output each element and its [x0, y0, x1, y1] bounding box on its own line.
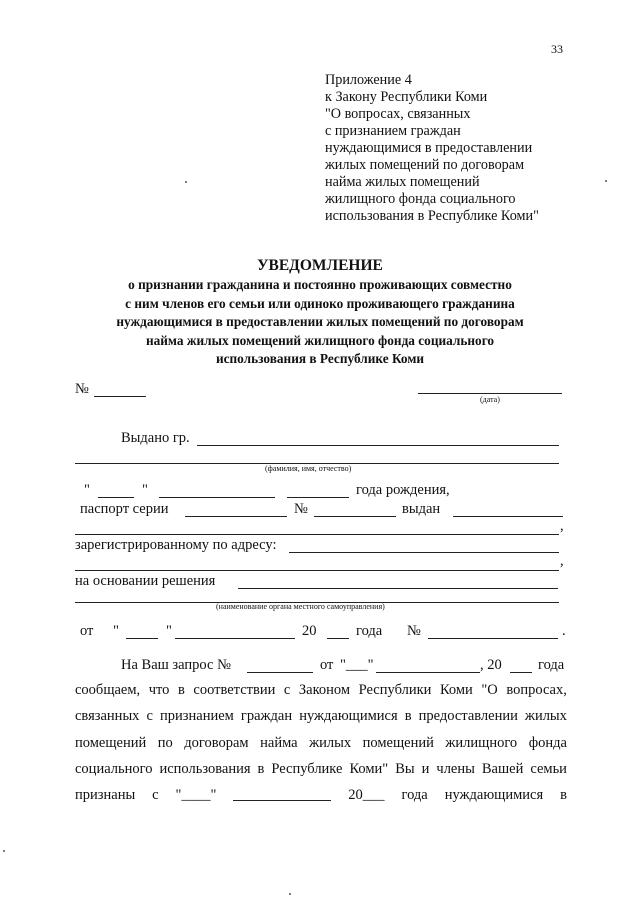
recognized-year-field[interactable]: 20___ — [348, 787, 385, 804]
body-word: семьи — [530, 760, 567, 777]
request-day-field[interactable]: "___" — [340, 657, 374, 673]
appendix-line: с признанием граждан — [325, 123, 461, 139]
body-word: связанных — [75, 708, 140, 725]
request-prefix: На Ваш запрос № — [121, 657, 231, 673]
body-line — [75, 705, 567, 731]
authority-caption: (наименование органа местного самоуправления) — [216, 602, 385, 611]
body-line-last — [75, 784, 567, 810]
period: . — [562, 623, 566, 639]
request-year-label: года — [538, 657, 565, 673]
issued-label: Выдано гр. — [121, 430, 190, 446]
body-word: и — [421, 760, 430, 777]
request-year-field[interactable] — [510, 672, 532, 673]
body-word: найма — [260, 734, 298, 751]
appendix-line: "О вопросах, связанных — [325, 106, 471, 122]
document-subtitle — [60, 276, 580, 369]
body-word: в — [257, 760, 265, 777]
passport-series-field[interactable] — [185, 516, 287, 517]
body-word: в — [404, 708, 412, 725]
passport-issued-label: выдан — [402, 501, 441, 517]
quote-close: " — [142, 482, 148, 498]
subtitle-line: с ним членов его семьи или одиноко проживающего гражданина — [125, 295, 515, 311]
scan-speck — [185, 181, 187, 183]
passport-series-label: паспорт серии — [80, 501, 169, 517]
body-word: договорам — [184, 734, 249, 751]
body-word: Коми" — [349, 760, 389, 777]
body-word: фонда — [528, 734, 567, 751]
fullname-caption: (фамилия, имя, отчество) — [265, 464, 352, 473]
body-word: сообщаем, — [75, 682, 141, 698]
address-field[interactable] — [289, 552, 559, 553]
body-word: жилых — [524, 708, 567, 725]
decision-number-field[interactable] — [428, 638, 558, 639]
body-word: жилых — [309, 734, 352, 751]
appendix-line: жилищного фонда социального — [325, 191, 516, 207]
body-word: нуждающимися — [444, 787, 544, 804]
body-word: граждан — [240, 708, 293, 725]
request-number-field[interactable] — [247, 672, 313, 673]
passport-issued-by-field-continued[interactable] — [75, 534, 559, 535]
body-word: "О — [481, 682, 498, 698]
appendix-line: Приложение 4 — [325, 72, 412, 88]
decision-month-field[interactable] — [175, 638, 295, 639]
document-number-field[interactable] — [94, 396, 146, 397]
appendix-line: нуждающимися в предоставлении — [325, 140, 533, 156]
body-word: нуждающимися — [299, 708, 398, 725]
body-word: Законом — [298, 682, 351, 698]
subtitle-line: использования в Республике Коми — [215, 351, 425, 367]
body-word: помещений — [75, 734, 147, 751]
appendix-line: к Закону Республики Коми — [325, 89, 488, 105]
body-line — [75, 758, 567, 784]
appendix-line: найма жилых помещений — [325, 174, 480, 190]
decision-day-field[interactable] — [126, 638, 158, 639]
body-word: в — [177, 682, 185, 698]
address-label: зарегистрированному по адресу: — [75, 537, 277, 553]
body-word: социального — [75, 760, 153, 777]
comma: , — [560, 553, 564, 569]
quote-open: " — [84, 482, 90, 498]
number-sign: № — [75, 381, 89, 397]
body-word: вопросах, — [506, 682, 567, 698]
quote-close: " — [166, 623, 172, 639]
appendix-header — [325, 72, 539, 225]
body-word: члены — [436, 760, 475, 777]
scan-speck — [289, 893, 291, 895]
request-month-field[interactable] — [376, 672, 480, 673]
birth-year-field[interactable] — [287, 497, 349, 498]
body-word: что — [148, 682, 170, 698]
body-word: Вы — [395, 760, 415, 777]
scan-speck — [3, 850, 5, 852]
request-year-prefix: , 20 — [480, 657, 502, 673]
body-word: признанием — [160, 708, 234, 725]
subtitle-line: найма жилых помещений жилищного фонда социального — [145, 332, 495, 348]
recognized-month-field[interactable] — [233, 784, 331, 801]
body-word: предоставлении — [418, 708, 518, 725]
request-from-label: от — [320, 657, 334, 673]
body-word: Вашей — [481, 760, 524, 777]
body-word: по — [157, 734, 173, 751]
body-word: Республике — [271, 760, 343, 777]
page-number: 33 — [551, 42, 563, 56]
passport-number-field[interactable] — [314, 516, 396, 517]
body-paragraph — [75, 679, 567, 810]
fullname-field[interactable] — [197, 445, 559, 446]
year-prefix: 20 — [302, 623, 317, 639]
year-label: года — [356, 623, 383, 639]
body-word: с — [283, 682, 291, 698]
body-line — [75, 732, 567, 758]
birth-month-field[interactable] — [159, 497, 275, 498]
subtitle-line: о признании гражданина и постоянно проживающих совместно — [128, 277, 512, 292]
subtitle-line: нуждающимися в предоставлении жилых помещений по договорам — [116, 314, 524, 330]
document-title: УВЕДОМЛЕНИЕ — [257, 257, 383, 274]
recognized-day-field[interactable]: "____" — [175, 787, 217, 804]
passport-number-sign: № — [294, 501, 308, 517]
body-word: с — [152, 787, 159, 804]
quote-open: " — [113, 623, 119, 639]
body-word: в — [560, 787, 567, 804]
from-label: от — [80, 623, 94, 639]
scan-speck — [605, 180, 607, 182]
date-caption: (дата) — [480, 395, 500, 404]
appendix-line: использования в Республике Коми" — [325, 208, 539, 224]
date-field[interactable] — [418, 393, 562, 394]
body-word: использования — [159, 760, 251, 777]
decision-label: на основании решения — [75, 573, 216, 589]
birth-day-field[interactable] — [98, 497, 134, 498]
body-word: признаны — [75, 787, 136, 804]
body-word: помещений — [362, 734, 434, 751]
birth-year-label: года рождения, — [356, 482, 450, 498]
body-word: жилищного — [445, 734, 518, 751]
body-word: с — [146, 708, 153, 725]
decision-number-sign: № — [407, 623, 421, 639]
body-line — [75, 679, 567, 705]
body-word: года — [401, 787, 428, 804]
address-field-continued[interactable] — [75, 570, 559, 571]
decision-year-field[interactable] — [327, 638, 349, 639]
body-word: Республики — [358, 682, 432, 698]
body-word: Коми — [439, 682, 473, 698]
appendix-line: жилых помещений по договорам — [325, 157, 525, 173]
comma: , — [560, 518, 564, 534]
body-word: соответствии — [193, 682, 276, 698]
passport-issued-by-field[interactable] — [453, 516, 563, 517]
decision-field[interactable] — [238, 588, 558, 589]
